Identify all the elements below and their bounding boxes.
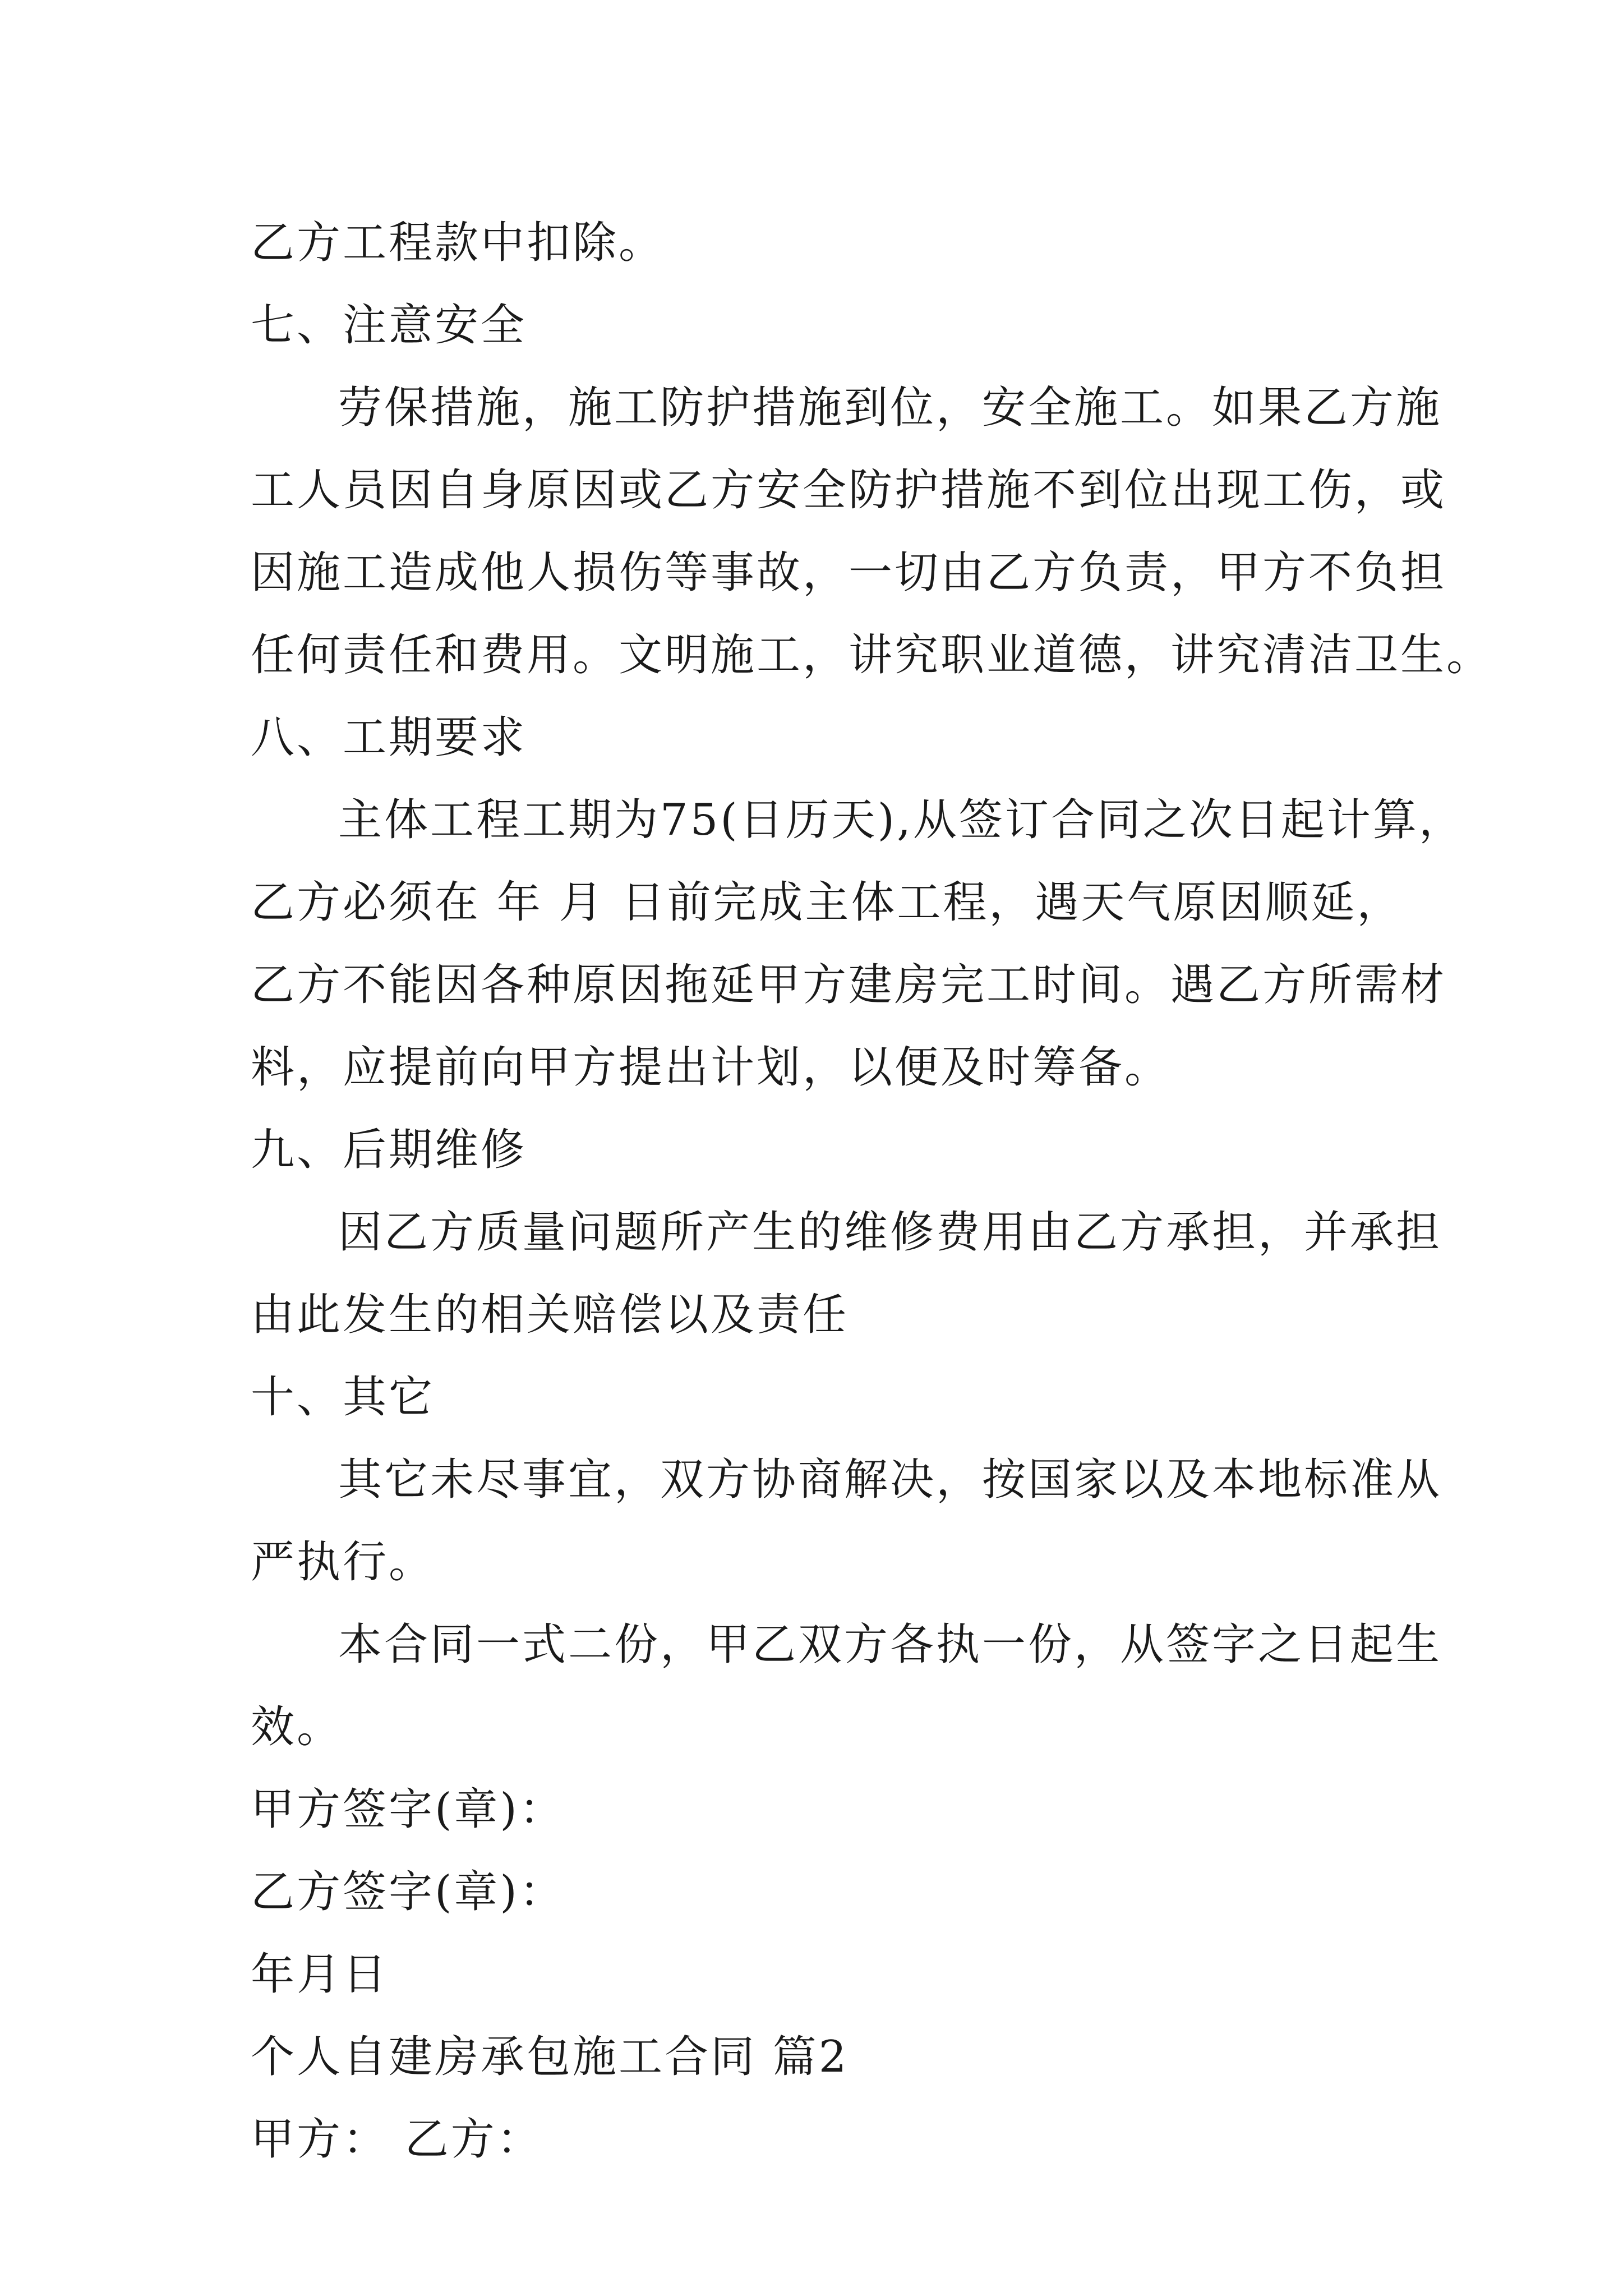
text-line: 年月日 xyxy=(251,1949,389,2000)
text-line: 甲方签字(章)： xyxy=(251,1784,565,1835)
text-line: 效。 xyxy=(251,1702,343,1752)
text-line: 任何责任和费用。文明施工，讲究职业道德，讲究清洁卫生。 xyxy=(251,630,1493,680)
paragraph xyxy=(251,1604,1442,1769)
text-line: 料，应提前向甲方提出计划，以便及时筹备。 xyxy=(251,1042,1171,1093)
text-line: 其它未尽事宜，双方协商解决，按国家以及本地标准从 xyxy=(338,1455,1442,1505)
text-line: 九、后期维修 xyxy=(251,1125,527,1175)
text-line: 八、工期要求 xyxy=(251,712,527,763)
text-line: 劳保措施，施工防护措施到位，安全施工。如果乙方施 xyxy=(338,383,1442,433)
paragraph xyxy=(251,1439,1442,1604)
text-line: 乙方签字(章)： xyxy=(251,1867,565,1917)
text-line: 因施工造成他人损伤等事故，一切由乙方负责，甲方不负担 xyxy=(251,547,1447,598)
text-line: 本合同一式二份，甲乙双方各执一份，从签字之日起生 xyxy=(338,1619,1442,1670)
party-a-signature-line xyxy=(251,1769,1384,1851)
section-heading-other xyxy=(251,1356,1384,1439)
paragraph xyxy=(251,367,1493,697)
paragraph xyxy=(251,1191,1442,1356)
paragraph xyxy=(251,202,1384,284)
text-line: 甲方： 乙方： xyxy=(251,2114,543,2165)
date-line xyxy=(251,1934,1384,2016)
text-line: 乙方必须在 年 月 日前完成主体工程，遇天气原因顺延， xyxy=(251,877,1403,928)
text-line: 工人员因自身原因或乙方安全防护措施不到位出现工伤，或 xyxy=(251,465,1447,516)
text-line: 因乙方质量问题所产生的维修费用由乙方承担，并承担 xyxy=(338,1207,1442,1258)
text-line: 十、其它 xyxy=(251,1372,435,1423)
text-line: 个人自建房承包施工合同 篇2 xyxy=(251,2032,849,2082)
text-line: 乙方工程款中扣除。 xyxy=(251,218,665,268)
section-heading-safety xyxy=(251,284,1384,367)
party-b-signature-line xyxy=(251,1851,1384,1934)
section-heading-maintenance xyxy=(251,1109,1384,1191)
text-line: 七、注意安全 xyxy=(251,300,527,351)
text-line: 由此发生的相关赔偿以及责任 xyxy=(251,1290,849,1340)
text-line: 主体工程工期为75(日历天),从签订合同之次日起计算， xyxy=(338,795,1465,845)
section-heading-schedule xyxy=(251,697,1384,779)
paragraph xyxy=(251,779,1465,1109)
text-line: 乙方不能因各种原因拖延甲方建房完工时间。遇乙方所需材 xyxy=(251,960,1447,1010)
document-body xyxy=(251,202,1493,2181)
text-line: 严执行。 xyxy=(251,1537,435,1588)
parties-line xyxy=(251,2099,1384,2181)
contract-title xyxy=(251,2016,1384,2099)
